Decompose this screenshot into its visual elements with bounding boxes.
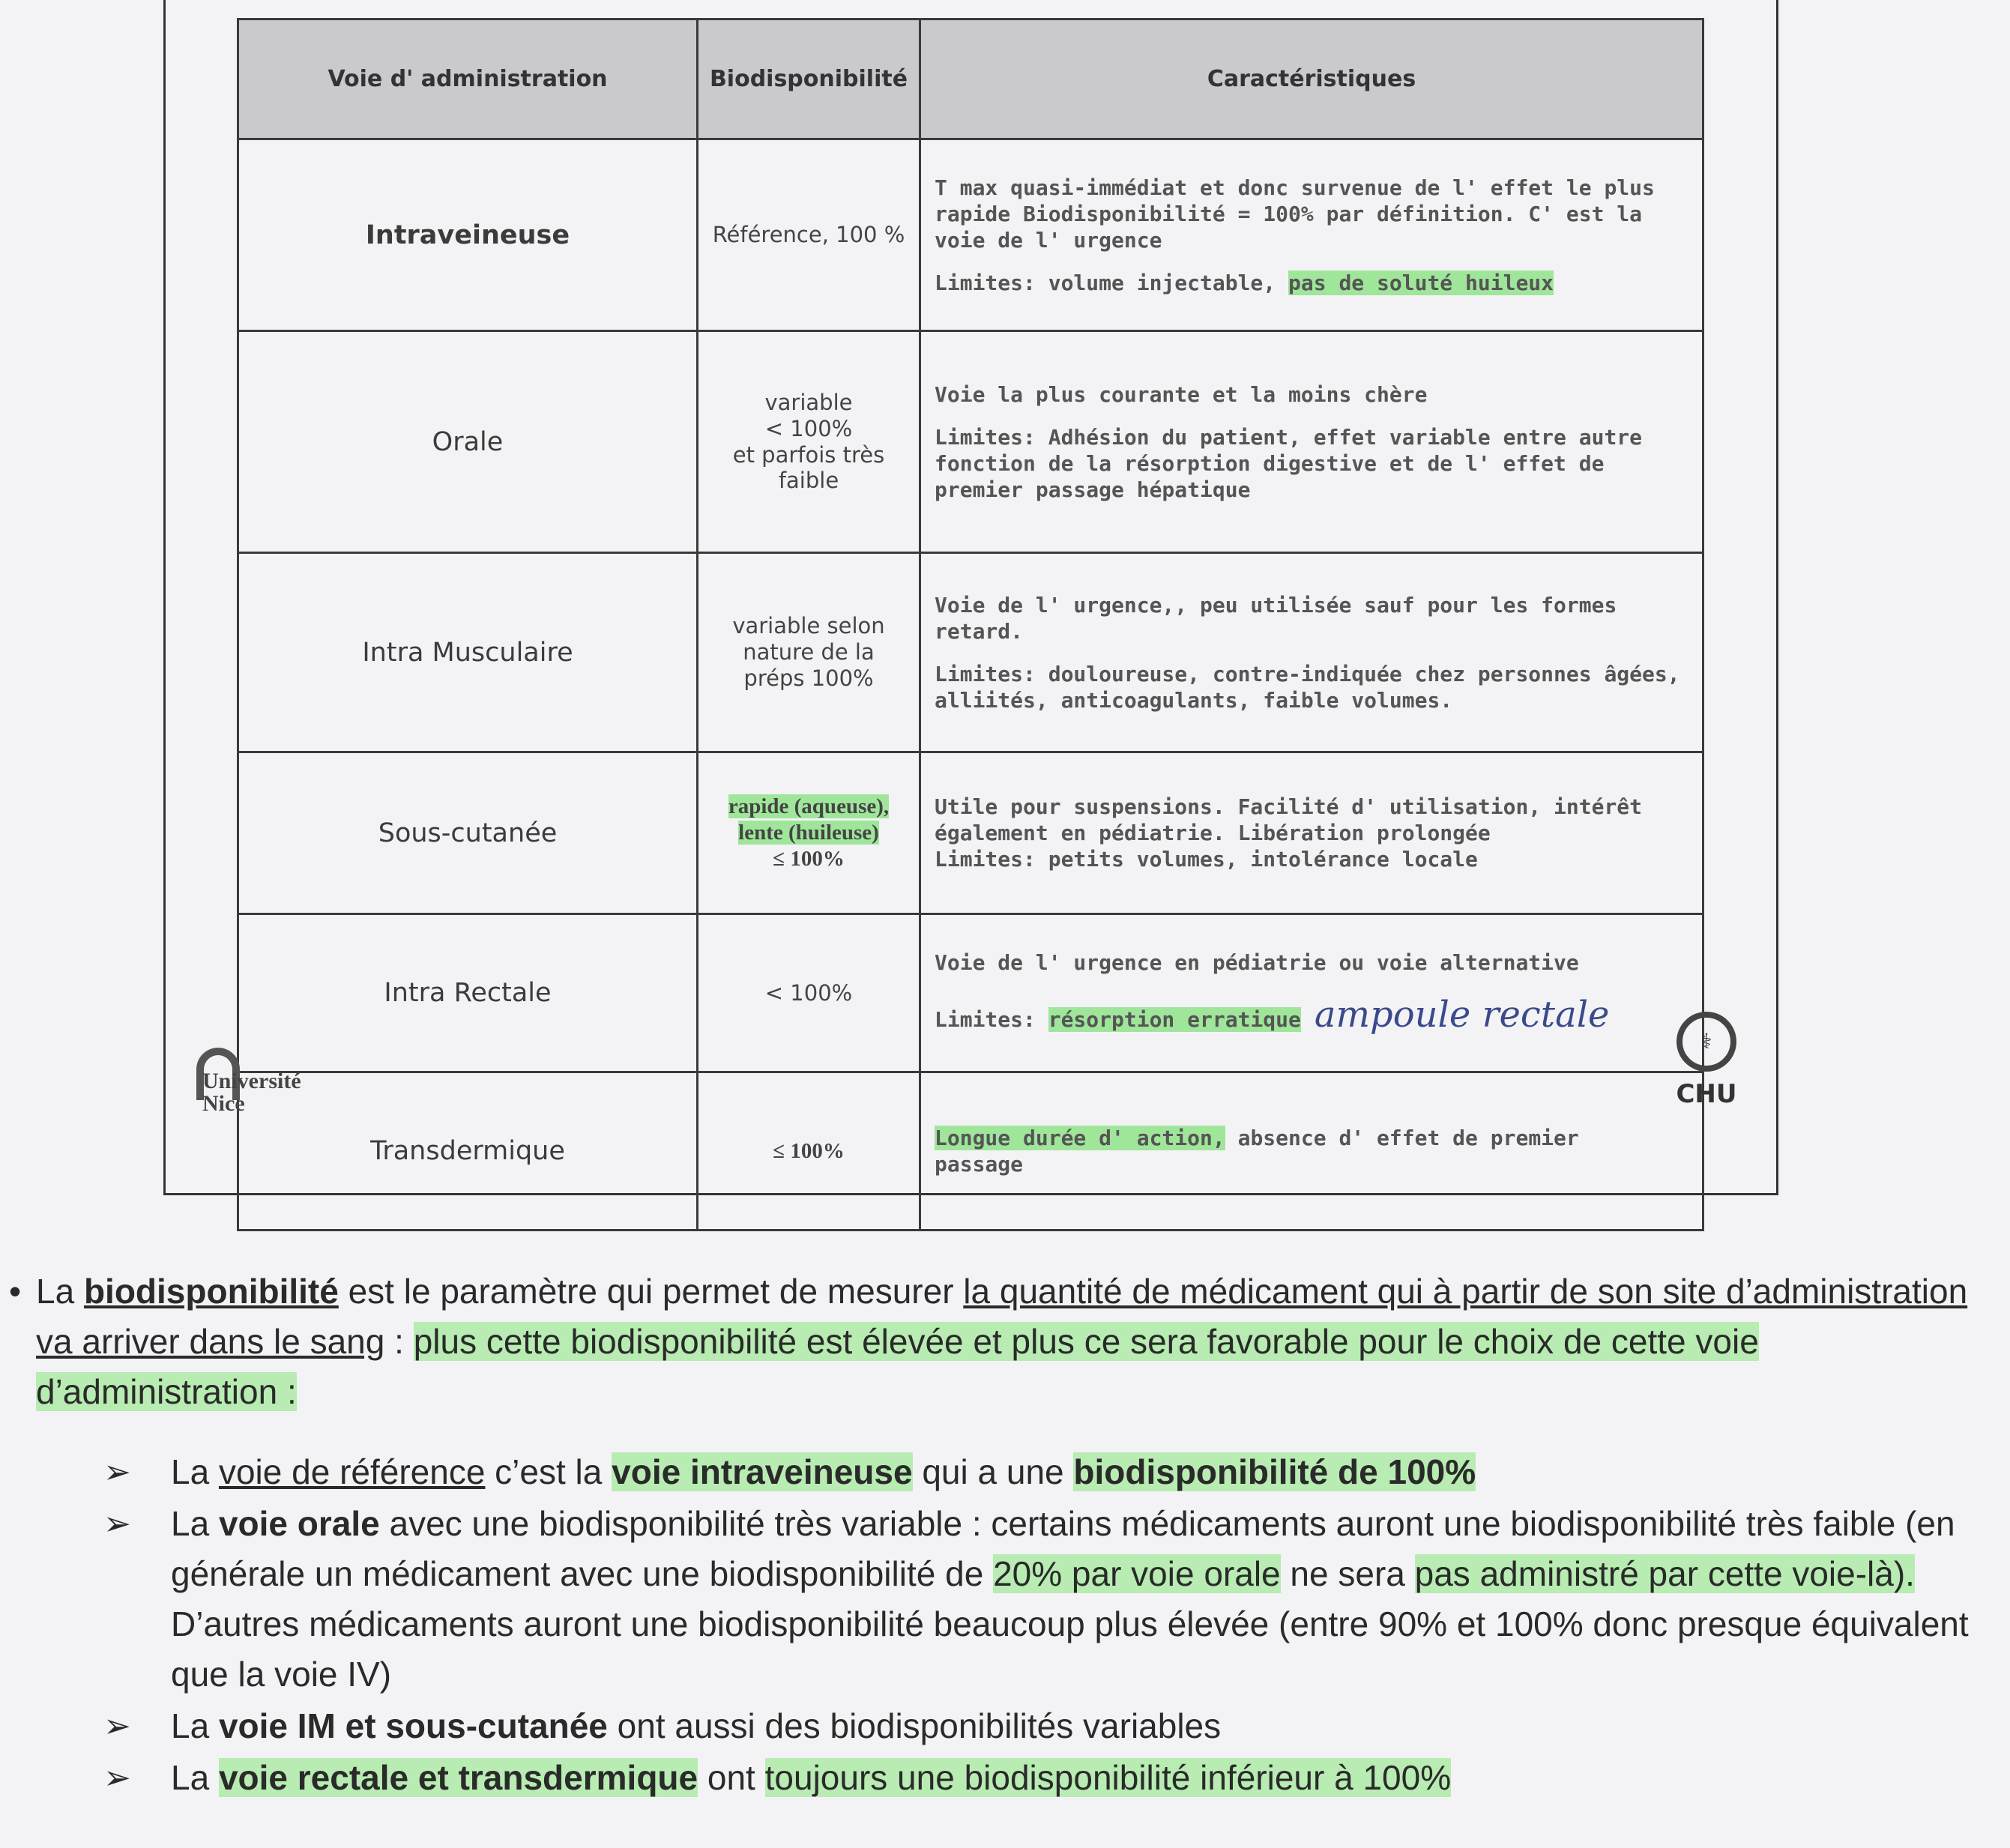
table-row	[238, 914, 1703, 1072]
list-item: ➢ La voie rectale et transdermique ont toujours une biodisponibilité inférieur à 100%	[171, 1753, 1985, 1803]
explanation-text	[9, 1266, 1985, 1805]
table-row	[238, 553, 1703, 752]
bio-cell: variable < 100% et parfois très faible	[698, 331, 920, 553]
caracteristiques-cell: Voie la plus courante et la moins chère Limites: Adhésion du patient, effet variable entre autre fonction de la résorption digestive et de l' effet de premier passage hépatique	[920, 331, 1703, 553]
caracteristiques-cell: Utile pour suspensions. Facilité d' utilisation, intérêt également en pédiatrie. Libération prolongée Limites: petits volumes, intolérance locale	[920, 752, 1703, 914]
intro-paragraph: • La biodisponibilité est le paramètre qui permet de mesurer la quantité de médicament qui à partir de son site d’administration va arriver dans le sang : plus cette biodisponibilité est élevée et plus ce sera favorable pour le choix de cette voie d’administration :	[9, 1272, 1968, 1411]
chu-seal-icon: ⚕	[1676, 1012, 1736, 1072]
table-row	[238, 1072, 1703, 1231]
voie-cell: Transdermique	[238, 1072, 698, 1231]
table-row	[238, 752, 1703, 914]
chu-logo: ⚕ CHU	[1665, 1012, 1748, 1109]
caracteristiques-cell: T max quasi-immédiat et donc survenue de l' effet le plus rapide Biodisponibilité = 100% par définition. C' est la voie de l' urgence Limites: volume injectable, pas de soluté huileux	[920, 139, 1703, 331]
universite-logo: Université Nice	[196, 1048, 301, 1115]
caracteristiques-cell: Voie de l' urgence,, peu utilisée sauf pour les formes retard. Limites: douloureuse, contre-indiquée chez personnes âgées, alliités, anticoagulants, faible volumes.	[920, 553, 1703, 752]
arrow-bullet-icon: ➢	[103, 1454, 131, 1491]
header-voie: Voie d' administration	[238, 19, 698, 139]
voie-cell: Orale	[238, 331, 698, 553]
table-row	[238, 139, 1703, 331]
arrow-bullet-icon: ➢	[103, 1506, 131, 1542]
arrow-bullet-icon: ➢	[103, 1708, 131, 1745]
bio-cell: rapide (aqueuse), lente (huileuse) ≤ 100%	[698, 752, 920, 914]
caracteristiques-cell: Voie de l' urgence en pédiatrie ou voie alternative Limites: résorption erratique ampoule rectale	[920, 914, 1703, 1072]
voie-cell: Sous-cutanée	[238, 752, 698, 914]
bio-cell: ≤ 100%	[698, 1072, 920, 1231]
list-item: ➢ La voie IM et sous-cutanée ont aussi des biodisponibilités variables	[171, 1701, 1985, 1751]
voie-cell: Intra Musculaire	[238, 553, 698, 752]
caracteristiques-cell: Longue durée d' action, absence d' effet de premier passage	[920, 1072, 1703, 1231]
bio-cell: Référence, 100 %	[698, 139, 920, 331]
bio-cell: variable selon nature de la préps 100%	[698, 553, 920, 752]
list-item: ➢ La voie de référence c’est la voie intraveineuse qui a une biodisponibilité de 100%	[171, 1447, 1985, 1497]
header-biodisponibilite: Biodisponibilité	[698, 19, 920, 139]
table-header-row	[238, 19, 1703, 139]
table-row	[238, 331, 1703, 553]
biodisponibilite-table	[237, 18, 1704, 1231]
handwritten-note: ampoule rectale	[1314, 993, 1610, 1036]
list-item: ➢ La voie orale avec une biodisponibilité très variable : certains médicaments auront une biodisponibilité très faible (en générale un médicament avec une biodisponibilité de 20% par voie orale ne sera pas administré par cette voie-là). D’autres médicaments auront une biodisponibilité beaucoup plus élevée (entre 90% et 100% donc presque équivalent que la voie IV)	[171, 1499, 1985, 1700]
voie-cell: Intra Rectale	[238, 914, 698, 1072]
voie-cell: Intraveineuse	[238, 139, 698, 331]
bullet-list	[36, 1447, 1985, 1803]
bio-cell: < 100%	[698, 914, 920, 1072]
arrow-bullet-icon: ➢	[103, 1760, 131, 1796]
header-caracteristiques: Caractéristiques	[920, 19, 1703, 139]
